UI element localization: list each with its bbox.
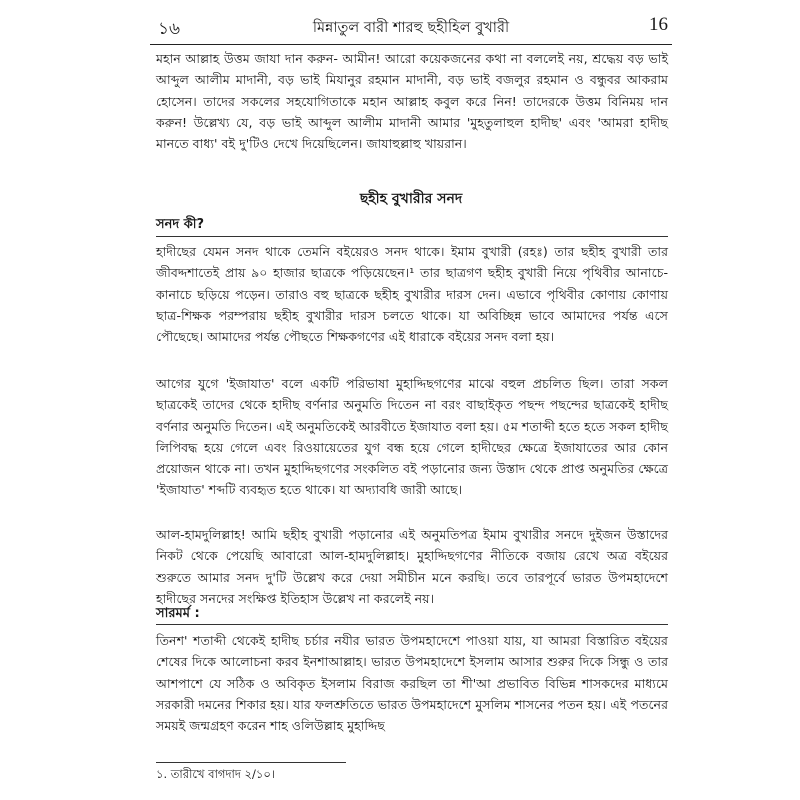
paragraph-summary: তিনশ' শতাব্দী থেকেই হাদীছ চর্চার নযীর ভারত উপমহাদেশে পাওয়া যায়, যা আমরা বিস্তারিত বইয়ের শেষের দিকে আলোচনা করব ইনশাআল্লাহ। ভারত উপমহাদেশে ইসলাম আসার শুরুর দিকে সিন্ধু ও তার আশপাশে যে সঠিক ও অবিকৃত ইসলাম বিরাজ করছিল তা শী'আ প্রভাবিত বিভিন্ন শাসকদের মাধ্যমে সরকারী দমনের শিকার হয়। যার ফলশ্রুতিতে ভারত উপমহাদেশে মুসলিম শাসনের পতন হয়। এই পতনের সময়ই জন্মগ্রহণ করেন শাহ ওলিউল্লাহ মুহাদ্দিছ: [156, 633, 668, 734]
subheading-summary: সারমর্ম :: [156, 606, 200, 621]
section-title: ছহীহ বুখারীর সনদ: [359, 191, 463, 207]
subheading-divider: [156, 236, 668, 237]
paragraph-ijazat: আগের যুগে 'ইজাযাত' বলে একটি পরিভাষা মুহাদ্দিছগণের মাঝে বহুল প্রচলিত ছিল। তারা সকল ছাত্রকেই তাদের থেকে হাদীছ বর্ণনার অনুমতি দিতেন না বরং বাছাইকৃত পছন্দ পছন্দের ছাত্রকেই হাদীছ বর্ণনার অনুমতি দিতেন। এই অনুমতিকেই আরবীতে ইজাযাত বলা হয়। ৫ম শতাব্দী হতে হতে সকল হাদীছ লিপিবদ্ধ হয়ে গেলে এবং রিওয়ায়েতের যুগ বন্ধ হয়ে গেলে হাদীছের ক্ষেত্রে ইজাযাতের আর কোন প্রয়োজন থাকে না। তখন মুহাদ্দিছগণের সংকলিত বই পড়ানোর জন্য উস্তাদ থেকে প্রাপ্ত অনুমতির ক্ষেত্রে 'ইজাযাত' শব্দটি ব্যবহৃত হতে থাকে। যা অদ্যাবধি জারী আছে।: [156, 376, 668, 498]
page-number-latin: 16: [649, 14, 668, 35]
paragraph-author-ijazat: আল-হামদুলিল্লাহ! আমি ছহীহ বুখারী পড়ানোর এই অনুমতিপত্র ইমাম বুখারীর সনদে দুইজন উস্তাদের নিকট থেকে পেয়েছি আবারো আল-হামদুলিল্লাহ। মুহাদ্দিছগণের নীতিকে বজায় রেখে অত্র বইয়ের শুরুতে আমার সনদ দু'টি উল্লেখ করে দেয়া সমীচীন মনে করছি। তবে তারপূর্বে ভারত উপমহাদেশে হাদীছের সনদের সংক্ষিপ্ত ইতিহাস উল্লেখ না করলেই নয়।: [156, 527, 668, 606]
footnote: ১. তারীখে বাগদাদ ২/১০।: [156, 767, 275, 781]
subheading-what-is-sanad: সনদ কী?: [156, 217, 205, 232]
running-title: মিন্নাতুল বারী শারহু ছহীহিল বুখারী: [312, 20, 510, 36]
paragraph-sanad-definition: হাদীছের যেমন সনদ থাকে তেমনি বইয়েরও সনদ থাকে। ইমাম বুখারী (রহঃ) তার ছহীহ বুখারী তার জীবদ্দশাতেই প্রায় ৯০ হাজার ছাত্রকে পড়িয়েছেন।¹ তার ছাত্রগণ ছহীহ বুখারী নিয়ে পৃথিবীর আনাচে-কানাচে ছড়িয়ে পড়েন। তারাও বহু ছাত্রকে ছহীহ বুখারীর দারস দেন। এভাবে পৃথিবীর কোণায় কোণায় ছাত্র-শিক্ষক পরম্পরায় ছহীহ বুখারীর দারস চলতে থাকে। যা অবিচ্ছিন্ন ভাবে আমাদের পর্যন্ত এসে পৌছেছে। আমাদের পর্যন্ত পৌছতে শিক্ষকগণের এই ধারাকে বইয়ের সনদ বলা হয়।: [156, 244, 668, 345]
subheading-divider: [156, 624, 668, 625]
page-header: [150, 14, 672, 45]
page-number-bengali: ১৬: [158, 19, 181, 39]
paragraph-acknowledgement: মহান আল্লাহ উত্তম জাযা দান করুন- আমীন! আরো কয়েকজনের কথা না বললেই নয়, শ্রদ্ধেয় বড় ভাই আব্দুল আলীম মাদানী, বড় ভাই মিযানুর রহমান মাদানী, বড় ভাই বজলুর রহমান ও বন্ধুবর আকরাম হোসেন। তাদের সকলের সহযোগিতাকে মহান আল্লাহ কবুল করে নিন! তাদেরকে উত্তম বিনিময় দান করুন! উল্লেখ্য যে, বড় ভাই আব্দুল আলীম মাদানী আমার 'মুহতুলাহুল হাদীছ' এবং 'আমরা হাদীছ মানতে বাধ্য' বই দু'টিও দেখে দিয়েছিলেন। জাযাহুল্লাহু খায়রান।: [156, 51, 668, 152]
footnote-divider: [156, 762, 346, 763]
